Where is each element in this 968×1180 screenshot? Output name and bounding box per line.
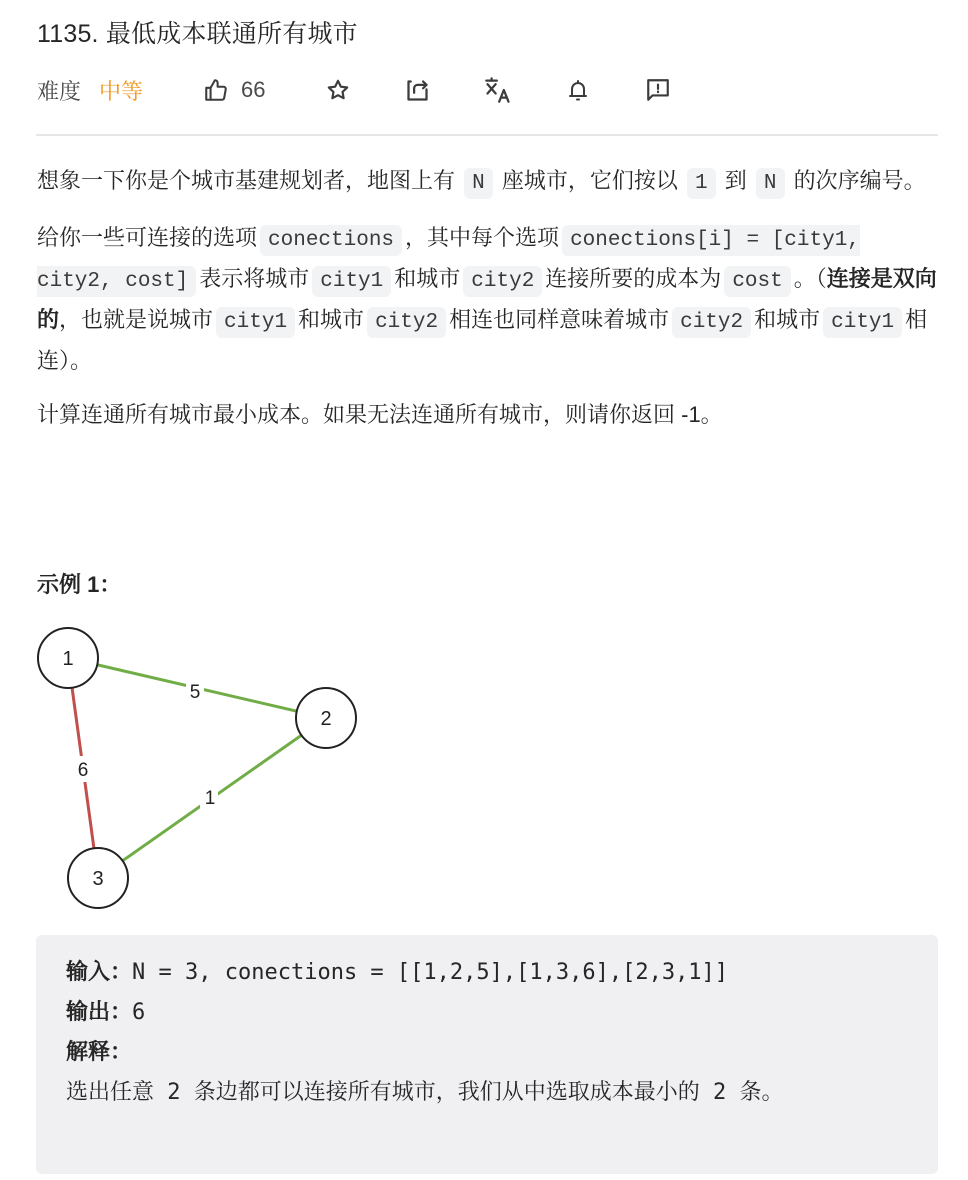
feedback-icon xyxy=(645,77,671,103)
thumbs-up-icon xyxy=(203,77,229,103)
header-divider xyxy=(36,134,938,136)
inline-code: cost xyxy=(724,266,790,297)
inline-code: city1 xyxy=(216,307,295,338)
translate-button[interactable] xyxy=(484,70,512,110)
inline-code: city2 xyxy=(463,266,542,297)
inline-code: city2 xyxy=(367,307,446,338)
bold-note: 连接是双向的 xyxy=(37,266,937,332)
like-count: 66 xyxy=(241,77,266,102)
inline-code: 1 xyxy=(687,168,716,199)
input-label: 输入： xyxy=(66,960,133,985)
feedback-button[interactable] xyxy=(645,70,671,110)
node-label-2: 2 xyxy=(320,708,332,730)
share-button[interactable] xyxy=(404,70,431,110)
difficulty-badge: 中等 xyxy=(99,78,144,104)
example-graph-diagram xyxy=(30,620,370,920)
inline-code: city1 xyxy=(823,307,902,338)
example-input-row xyxy=(66,953,908,993)
inline-code: N xyxy=(756,168,785,199)
share-icon xyxy=(404,77,431,104)
like-button[interactable] xyxy=(203,70,265,110)
output-label: 输出： xyxy=(66,1000,133,1025)
translate-icon xyxy=(484,76,512,104)
inline-code: N xyxy=(464,168,493,199)
edge-label-2-3: 1 xyxy=(204,788,216,809)
node-label-3: 3 xyxy=(92,868,104,890)
edge-label-1-2: 5 xyxy=(189,682,201,703)
inline-code: conections xyxy=(260,225,402,256)
edge-label-1-3: 6 xyxy=(77,760,89,781)
example-output-row xyxy=(66,993,908,1033)
problem-title: 1135. 最低成本联通所有城市 xyxy=(37,20,358,48)
description-paragraph-2: 给你一些可连接的选项 conections ，其中每个选项 conections[i] = [city1, city2, cost] 表示将城市 city1 和城市 city2 连接所要的成本为 cost 。（连接是双向的，也就是说城市 city1 和城市 city2 相连也同样意味着城市 city2 和城市 city1 相连）。 xyxy=(37,225,937,373)
node-label-1: 1 xyxy=(62,648,74,670)
description-paragraph-1: 想象一下你是个城市基建规划者，地图上有 N 座城市，它们按以 1 到 N 的次序编号。 xyxy=(37,162,942,203)
description-paragraph-3: 计算连通所有城市最小成本。如果无法连通所有城市，则请你返回 -1。 xyxy=(37,402,723,427)
explain-label: 解释： xyxy=(66,1040,133,1065)
difficulty-label: 难度 xyxy=(37,78,82,104)
input-value: N = 3, conections = [[1,2,5],[1,3,6],[2,3,1]] xyxy=(132,960,729,985)
example-explain-row xyxy=(66,1033,908,1073)
example-io-block xyxy=(36,935,938,1174)
example-title: 示例 1： xyxy=(37,572,122,597)
example-explain-text: 选出任意 2 条边都可以连接所有城市，我们从中选取成本最小的 2 条。 xyxy=(66,1080,784,1105)
problem-meta-bar xyxy=(37,70,937,110)
bell-icon xyxy=(566,77,590,103)
inline-code: city1 xyxy=(312,266,391,297)
star-icon xyxy=(325,77,351,103)
problem-description xyxy=(37,162,942,450)
subscribe-button[interactable] xyxy=(566,70,590,110)
inline-code: city2 xyxy=(672,307,751,338)
graph-svg xyxy=(30,620,370,920)
output-value: 6 xyxy=(132,1000,146,1025)
inline-code: conections[i] = [city1, city2, cost] xyxy=(37,225,860,297)
favorite-button[interactable] xyxy=(325,70,351,110)
